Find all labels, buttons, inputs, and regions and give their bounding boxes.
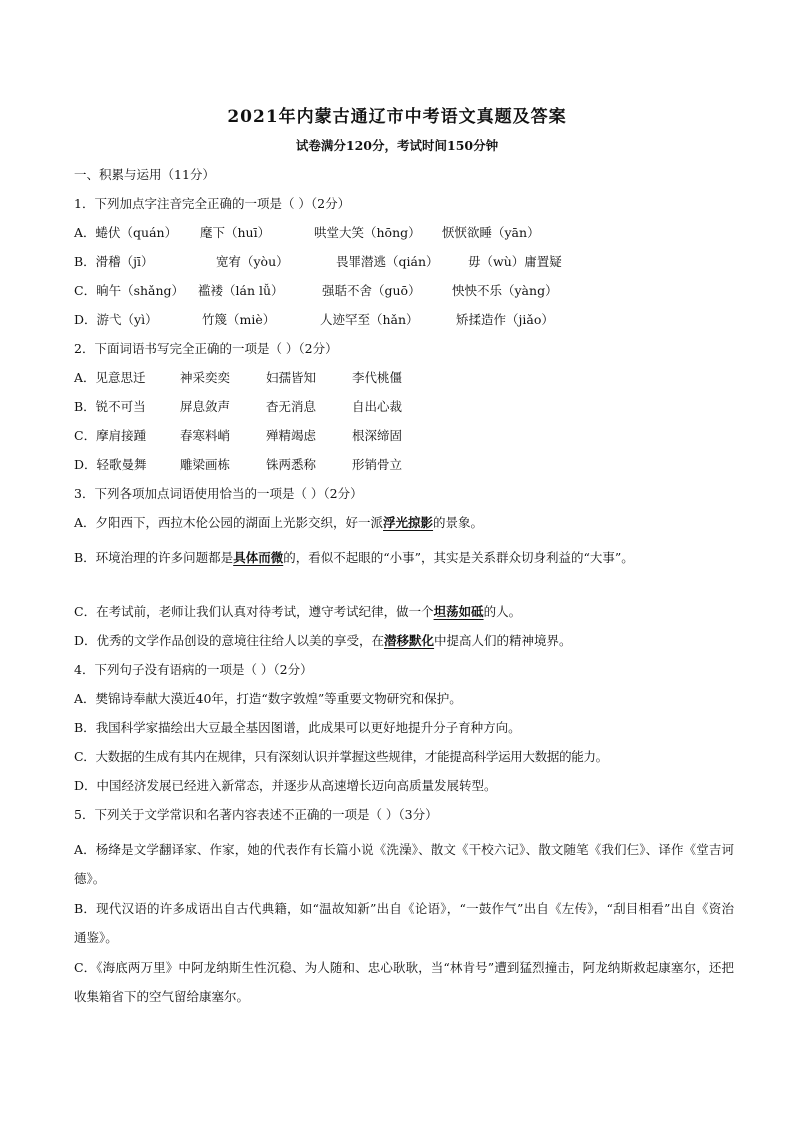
exam-info: 试卷满分120分，考试时间150分钟 [295,138,499,153]
option-term: 麾下（huī） [200,225,271,240]
option-text: B．环境治理的许多问题都是 [74,550,234,565]
question-1-option-d [74,311,734,329]
option-term: 自出心裁 [352,399,403,414]
option-term: 铢两悉称 [266,457,317,472]
option-term: 神采奕奕 [180,370,231,385]
option-term: B．锐不可当 [74,399,146,414]
option-term: C．摩肩接踵 [74,428,147,443]
question-2-option-b [74,398,734,416]
page-title: 2021年内蒙古通辽市中考语文真题及答案 [227,107,567,127]
option-term: 人迹罕至（hǎn） [320,312,419,327]
option-term: 怏怏不乐（yàng） [452,283,558,298]
question-5-stem: 5．下列关于文学常识和名著内容表述不正确的一项是（ ）（3分） [74,807,438,822]
option-term: 矫揉造作（jiǎo） [456,312,554,327]
dotted-term: 具体而微 [233,550,284,565]
option-term: D．轻歌曼舞 [74,457,147,472]
option-term: 李代桃僵 [352,370,403,385]
option-term: 畏罪潜逃（qián） [336,254,439,269]
option-term: 杳无消息 [266,399,317,414]
option-term: 强聒不舍（guō） [322,283,421,298]
option-term: C．晌午（shǎng） [74,283,185,298]
option-term: 毋（wù）庸置疑 [468,254,562,269]
question-4-option-b: B．我国科学家描绘出大豆最全基因图谱，此成果可以更好地提升分子育种方向。 [74,720,521,735]
question-2-stem: 2．下面词语书写完全正确的一项是（ ）（2分） [74,341,338,356]
option-term: 殚精竭虑 [266,428,317,443]
section-heading: 一、积累与运用（11分） [74,167,215,182]
option-text: A．夕阳西下，西拉木伦公园的湖面上光影交织，好一派 [74,515,384,530]
question-3-stem: 3．下列各项加点词语使用恰当的一项是（ ）（2分） [74,486,363,501]
question-3-option-c [74,603,734,621]
option-term: 褴褛（lán lǚ） [198,283,284,298]
option-text: 的人。 [483,604,522,619]
question-2-option-a [74,369,734,387]
option-term: 春寒料峭 [180,428,231,443]
question-1-option-b [74,253,734,271]
option-text: 的景象。 [433,515,484,530]
option-term: 宽宥（yòu） [216,254,289,269]
option-term: D．游弋（yì） [74,312,158,327]
option-text: 中提高人们的精神境界。 [434,633,572,648]
option-term: 形销骨立 [352,457,403,472]
option-term: 妇孺皆知 [266,370,317,385]
dotted-term: 坦荡如砥 [433,604,484,619]
question-4-stem: 4．下列句子没有语病的一项是（ ）（2分） [74,662,313,677]
question-3-option-d [74,632,734,650]
option-term: 雕梁画栋 [180,457,231,472]
option-term: 恹恹欲睡（yān） [442,225,540,240]
question-1-option-a [74,224,734,242]
question-1-option-c [74,282,734,300]
question-2-option-d [74,456,734,474]
question-3-option-a [74,514,734,532]
option-text: D．优秀的文学作品创设的意境往往给人以美的享受，在 [74,633,385,648]
option-term: A．蜷伏（quán） [74,225,178,240]
option-term: 根深缔固 [352,428,403,443]
question-5-option-a: A．杨绛是文学翻译家、作家，她的代表作有长篇小说《洗澡》、散文《干校六记》、散文随笔《我们仨》、译作《堂吉诃德》。 [74,842,734,886]
option-term: 屏息敛声 [180,399,231,414]
option-text: C．在考试前，老师让我们认真对待考试，遵守考试纪律，做一个 [74,604,434,619]
question-1-stem: 1．下列加点字注音完全正确的一项是（ ）（2分） [74,196,351,211]
question-5-option-b: B．现代汉语的许多成语出自古代典籍，如“温故知新”出自《论语》，“一鼓作气”出自《左传》，“刮目相看”出自《资治通鉴》。 [74,901,734,945]
question-2-option-c [74,427,734,445]
question-4-option-c: C．大数据的生成有其内在规律，只有深刻认识并掌握这些规律，才能提高科学运用大数据的能力。 [74,749,608,764]
option-term: 竹篾（miè） [202,312,276,327]
question-3-option-b [74,543,734,572]
option-term: 哄堂大笑（hōng） [314,225,421,240]
option-term: A．见意思迁 [74,370,146,385]
option-term: B．滑稽（jī） [74,254,154,269]
question-5-option-c: C．《海底两万里》中阿龙纳斯生性沉稳、为人随和、忠心耿耿，当“林肯号”遭到猛烈撞击，阿龙纳斯救起康塞尔，还把收集箱省下的空气留给康塞尔。 [74,960,734,1004]
dotted-term: 潜移默化 [384,633,435,648]
question-4-option-a: A．樊锦诗奉献大漠近40年，打造“数字敦煌”等重要文物研究和保护。 [74,691,462,706]
dotted-term: 浮光掠影 [383,515,434,530]
question-4-option-d: D．中国经济发展已经进入新常态，并逐步从高速增长迈向高质量发展转型。 [74,778,497,793]
option-text: 的，看似不起眼的“小事”，其实是关系群众切身利益的“大事”。 [283,550,634,565]
